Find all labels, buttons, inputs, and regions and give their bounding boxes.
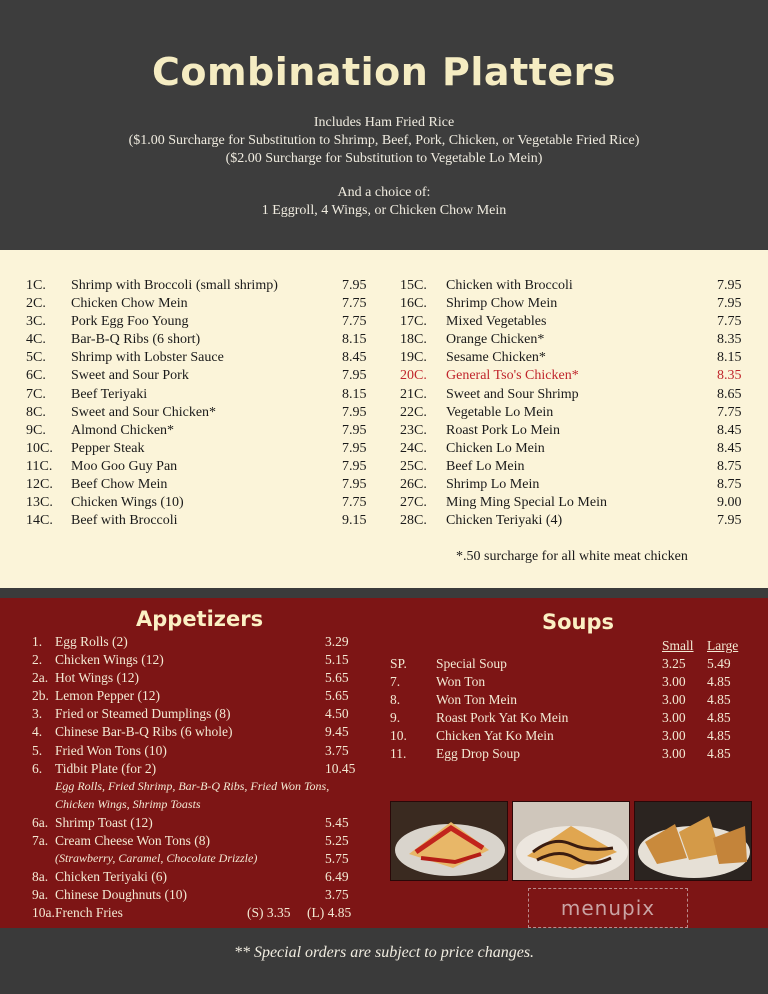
item-price: 7.95: [342, 404, 367, 420]
footer-note: ** Special orders are subject to price changes.: [233, 944, 535, 961]
item-name: Mixed Vegetables: [446, 314, 547, 330]
item-code: 16C.: [400, 296, 427, 312]
combo-item: [400, 423, 750, 441]
appetizer-detail: [32, 779, 362, 797]
item-price-small: 3.00: [662, 710, 686, 726]
item-code: 21C.: [400, 386, 427, 402]
food-photos: [390, 801, 752, 881]
header-line: ($1.00 Surcharge for Substitution to Shrimp, Beef, Pork, Chicken, or Vegetable Fried Rice): [128, 133, 640, 148]
item-name: Sweet and Sour Chicken*: [71, 404, 217, 420]
soup-item: [390, 692, 750, 710]
item-code: 22C.: [400, 404, 427, 420]
combo-item: [400, 405, 750, 423]
combo-item: [26, 332, 376, 350]
soup-item: [390, 728, 750, 746]
combo-item: [26, 296, 376, 314]
item-name: Special Soup: [436, 656, 507, 671]
item-code: 2b.: [32, 688, 49, 704]
item-price: 10.45: [325, 760, 356, 776]
appetizer-item: [32, 706, 362, 724]
appetizer-item: [32, 815, 362, 833]
item-price-large: 4.85: [707, 710, 731, 726]
item-price: 8.75: [717, 458, 742, 474]
item-code: SP.: [390, 656, 407, 671]
combo-item: [26, 368, 376, 386]
item-price: 5.65: [325, 670, 349, 686]
appetizers-list: [32, 634, 362, 924]
food-photo-crepe-chocolate: [512, 801, 630, 881]
combo-item: [400, 477, 750, 495]
item-price: 9.00: [717, 495, 742, 511]
item-name: Shrimp Toast (12): [55, 814, 153, 830]
combo-column-right: [400, 278, 750, 531]
item-price: 8.45: [342, 350, 367, 366]
appetizer-item: [32, 670, 362, 688]
combination-platters-list: [0, 250, 768, 588]
combo-note: *.50 surcharge for all white meat chicken: [456, 549, 688, 564]
combo-item: [400, 495, 750, 513]
item-price: 8.35: [717, 368, 742, 384]
item-price: 7.95: [717, 278, 742, 293]
item-name: Beef Teriyaki: [71, 386, 148, 402]
combo-item: [400, 296, 750, 314]
item-name: French Fries: [55, 905, 123, 921]
item-price: 8.35: [717, 332, 742, 348]
soups-title: Soups: [542, 610, 615, 634]
item-price-large: 4.85: [707, 728, 731, 744]
item-name: Chicken Yat Ko Mein: [436, 728, 554, 744]
combo-item: [26, 423, 376, 441]
soups-list: [390, 656, 750, 765]
item-code: 18C.: [400, 332, 427, 348]
header-line: And a choice of:: [337, 185, 431, 200]
appetizer-detail: [32, 797, 362, 815]
item-name: Won Ton Mein: [436, 692, 517, 708]
item-name: Pepper Steak: [71, 440, 145, 456]
item-price: 7.95: [342, 422, 367, 438]
soup-item: [390, 746, 750, 764]
item-name: Egg Rolls, Fried Shrimp, Bar-B-Q Ribs, Fried Won Tons,: [55, 778, 330, 793]
item-name: Beef with Broccoli: [71, 513, 178, 529]
appetizer-item: [32, 887, 362, 905]
item-price: 7.75: [717, 404, 742, 420]
watermark-logo: menupix: [528, 888, 688, 928]
item-price-small: 3.25: [662, 656, 686, 671]
item-code: 12C.: [26, 477, 53, 493]
item-name: Chicken Wings (12): [55, 652, 164, 668]
item-price: 5.45: [325, 814, 349, 830]
item-name: Fried or Steamed Dumplings (8): [55, 706, 231, 722]
combo-item: [26, 459, 376, 477]
item-code: 7a.: [32, 833, 49, 849]
item-code: 15C.: [400, 278, 427, 293]
item-price: 7.75: [717, 314, 742, 330]
item-code: 4C.: [26, 332, 46, 348]
item-price: 9.15: [342, 513, 367, 529]
item-code: 9.: [390, 710, 401, 726]
soup-item: [390, 674, 750, 692]
item-name: Chinese Bar-B-Q Ribs (6 whole): [55, 724, 233, 740]
item-code: 6C.: [26, 368, 46, 384]
header-section: [0, 0, 768, 250]
item-code: 26C.: [400, 477, 427, 493]
appetizer-item: [32, 743, 362, 761]
item-name: Chicken Chow Mein: [71, 296, 188, 312]
item-name: Tidbit Plate (for 2): [55, 760, 157, 776]
item-name: Beef Lo Mein: [446, 458, 525, 474]
item-code: 8a.: [32, 869, 49, 885]
soup-item: [390, 656, 750, 674]
combo-item: [26, 387, 376, 405]
item-price-large: 4.85: [707, 674, 731, 690]
item-price: 8.45: [717, 440, 742, 456]
item-name: Almond Chicken*: [71, 422, 175, 438]
combo-item: [26, 405, 376, 423]
combo-item: [26, 441, 376, 459]
item-price-small: 3.00: [662, 692, 686, 708]
item-code: 5C.: [26, 350, 46, 366]
item-price: 7.95: [717, 513, 742, 529]
appetizer-item: [32, 634, 362, 652]
item-price: 7.75: [342, 495, 367, 511]
item-name: Shrimp Chow Mein: [446, 296, 558, 312]
appetizer-item: [32, 869, 362, 887]
item-price-small: 3.00: [662, 746, 686, 762]
item-code: 1.: [32, 634, 43, 649]
item-price: 7.95: [342, 458, 367, 474]
item-code: 10.: [390, 728, 407, 744]
item-code: 24C.: [400, 440, 427, 456]
combo-item: [400, 332, 750, 350]
item-code: 17C.: [400, 314, 427, 330]
item-price: 7.95: [717, 296, 742, 312]
combo-item: [400, 350, 750, 368]
item-name: Shrimp with Broccoli (small shrimp): [71, 278, 278, 293]
combo-item: [400, 441, 750, 459]
item-name: Beef Chow Mein: [71, 477, 168, 493]
food-photo-wontons: [634, 801, 752, 881]
appetizer-item: [32, 761, 362, 779]
header-line: 1 Eggroll, 4 Wings, or Chicken Chow Mein: [261, 203, 507, 218]
soups-small-header: Small: [662, 638, 694, 653]
item-price: 9.45: [325, 724, 349, 740]
combo-item: [26, 278, 376, 296]
header-line: ($2.00 Surcharge for Substitution to Vegetable Lo Mein): [225, 151, 543, 166]
item-price: 8.15: [342, 332, 367, 348]
item-code: 3.: [32, 706, 43, 722]
combo-item: [400, 459, 750, 477]
item-name: Orange Chicken*: [446, 332, 545, 348]
item-name: Chicken Teriyaki (6): [55, 869, 168, 885]
item-name: Chicken with Broccoli: [446, 278, 573, 293]
page-title: Combination Platters: [151, 50, 617, 94]
combo-item: [26, 495, 376, 513]
item-code: 7C.: [26, 386, 46, 402]
item-name: Chicken Teriyaki (4): [446, 513, 563, 529]
item-code: 6.: [32, 760, 43, 776]
food-photo-crepe-strawberry: [390, 801, 508, 881]
item-price-large: (L) 4.85: [307, 905, 352, 921]
appetizer-item: [32, 688, 362, 706]
combo-item: [400, 368, 750, 386]
item-price: 8.15: [342, 386, 367, 402]
item-price: 6.49: [325, 869, 349, 885]
item-name: Sesame Chicken*: [446, 350, 546, 366]
item-code: 20C.: [400, 368, 427, 384]
combo-item: [400, 278, 750, 296]
item-code: 28C.: [400, 513, 427, 529]
combo-item: [26, 477, 376, 495]
item-price-large: 4.85: [707, 692, 731, 708]
item-price: 5.15: [325, 652, 349, 668]
header-line: Includes Ham Fried Rice: [313, 115, 455, 130]
item-price-small: (S) 3.35: [247, 905, 291, 921]
item-name: Ming Ming Special Lo Mein: [446, 495, 607, 511]
item-name: Chinese Doughnuts (10): [55, 887, 187, 903]
item-price: 5.75: [325, 851, 349, 867]
combo-item: [26, 513, 376, 531]
item-name: Sweet and Sour Pork: [71, 368, 189, 384]
item-code: 27C.: [400, 495, 427, 511]
item-name: Shrimp Lo Mein: [446, 477, 540, 493]
item-price-large: 5.49: [707, 656, 731, 671]
appetizer-item: [32, 724, 362, 742]
item-name: Chicken Wings, Shrimp Toasts: [55, 796, 201, 811]
item-code: 2C.: [26, 296, 46, 312]
item-name: Moo Goo Guy Pan: [71, 458, 178, 474]
item-code: 10a.: [32, 905, 55, 921]
item-name: (Strawberry, Caramel, Chocolate Drizzle): [55, 851, 258, 866]
combo-item: [26, 314, 376, 332]
item-price: 5.25: [325, 833, 349, 849]
combo-item: [26, 350, 376, 368]
item-name: Bar-B-Q Ribs (6 short): [71, 332, 201, 348]
item-code: 8.: [390, 692, 401, 708]
soups-large-header: Large: [707, 638, 739, 653]
item-price-small: 3.00: [662, 728, 686, 744]
item-code: 1C.: [26, 278, 46, 293]
item-name: Chicken Lo Mein: [446, 440, 545, 456]
combo-item: [400, 387, 750, 405]
item-price: 8.15: [717, 350, 742, 366]
item-code: 5.: [32, 742, 43, 758]
item-code: 14C.: [26, 513, 53, 529]
item-price: 8.65: [717, 386, 742, 402]
item-code: 10C.: [26, 440, 53, 456]
item-name: Chicken Wings (10): [71, 495, 184, 511]
item-price: 7.95: [342, 278, 367, 293]
item-price: 3.75: [325, 742, 349, 758]
item-code: 8C.: [26, 404, 46, 420]
item-price-large: 4.85: [707, 746, 731, 762]
footer: [0, 928, 768, 994]
item-name: Shrimp with Lobster Sauce: [71, 350, 224, 366]
appetizers-soups-section: [0, 598, 768, 928]
item-code: 9a.: [32, 887, 49, 903]
item-price: 3.29: [325, 634, 349, 649]
item-code: 13C.: [26, 495, 53, 511]
item-code: 25C.: [400, 458, 427, 474]
item-name: Hot Wings (12): [55, 670, 139, 686]
item-name: Pork Egg Foo Young: [71, 314, 189, 330]
item-price: 7.95: [342, 477, 367, 493]
item-price: 8.75: [717, 477, 742, 493]
item-name: Cream Cheese Won Tons (8): [55, 833, 210, 849]
item-name: Roast Pork Yat Ko Mein: [436, 710, 569, 726]
combo-item: [400, 314, 750, 332]
item-price: 7.75: [342, 314, 367, 330]
appetizers-title: Appetizers: [136, 607, 264, 631]
item-code: 11C.: [26, 458, 53, 474]
item-name: Fried Won Tons (10): [55, 742, 167, 758]
item-code: 4.: [32, 724, 43, 740]
item-price: 8.45: [717, 422, 742, 438]
item-price: 7.95: [342, 368, 367, 384]
appetizer-item: [32, 652, 362, 670]
item-name: Egg Drop Soup: [436, 746, 520, 762]
combo-column-left: [26, 278, 376, 531]
item-price: 7.75: [342, 296, 367, 312]
item-name: Egg Rolls (2): [55, 634, 128, 649]
item-code: 23C.: [400, 422, 427, 438]
item-code: 3C.: [26, 314, 46, 330]
item-price: 3.75: [325, 887, 349, 903]
soup-item: [390, 710, 750, 728]
appetizer-item: [32, 833, 362, 851]
appetizer-detail: [32, 851, 362, 869]
item-name: Roast Pork Lo Mein: [446, 422, 560, 438]
item-code: 7.: [390, 674, 401, 690]
item-name: Won Ton: [436, 674, 486, 690]
item-name: General Tso's Chicken*: [446, 368, 579, 384]
item-price: 4.50: [325, 706, 349, 722]
item-code: 9C.: [26, 422, 46, 438]
item-price-small: 3.00: [662, 674, 686, 690]
item-name: Sweet and Sour Shrimp: [446, 386, 579, 402]
item-code: 11.: [390, 746, 407, 762]
item-price: 7.95: [342, 440, 367, 456]
item-code: 6a.: [32, 814, 49, 830]
combo-item: [400, 513, 750, 531]
appetizer-item: [32, 905, 362, 923]
item-code: 2a.: [32, 670, 49, 686]
item-code: 19C.: [400, 350, 427, 366]
item-code: 2.: [32, 652, 43, 668]
item-price: 5.65: [325, 688, 349, 704]
item-name: Lemon Pepper (12): [55, 688, 160, 704]
item-name: Vegetable Lo Mein: [446, 404, 554, 420]
